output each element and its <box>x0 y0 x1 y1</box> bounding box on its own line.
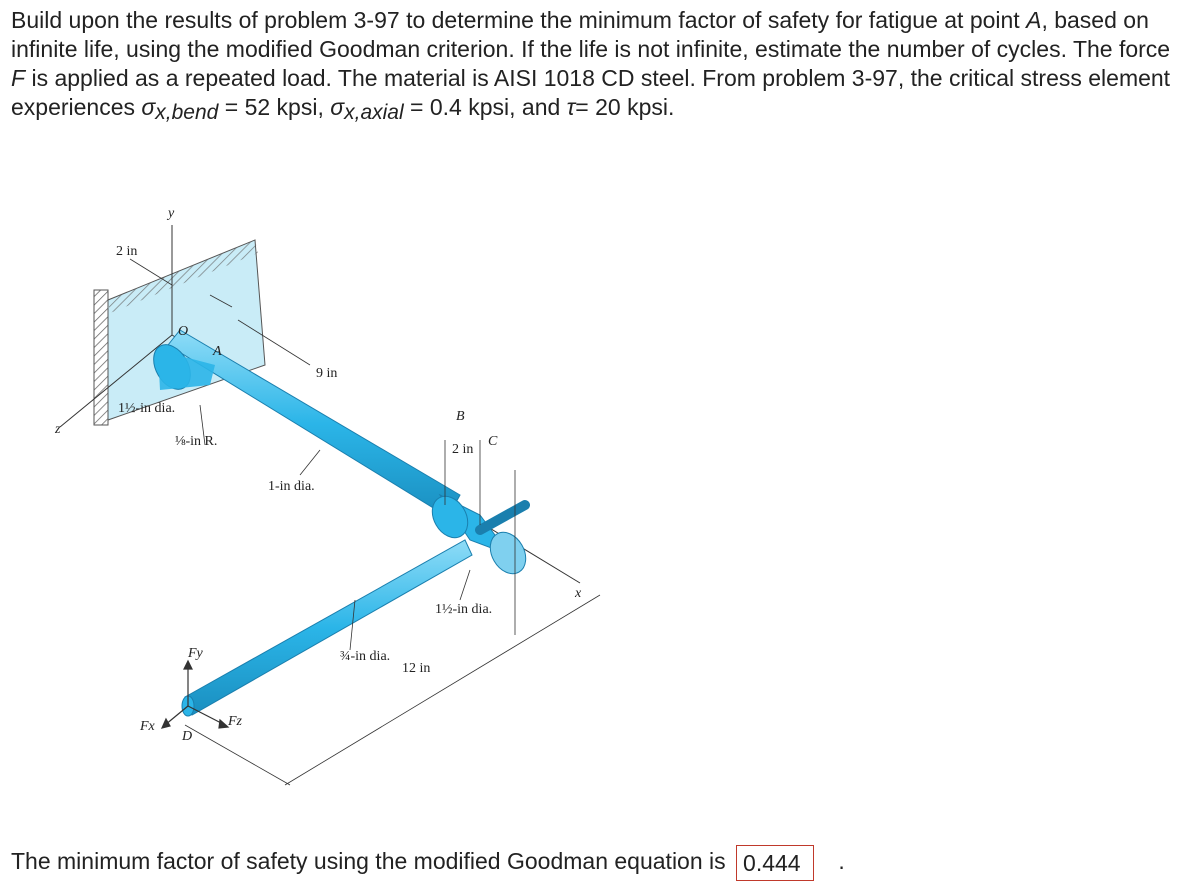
label-1in-dia: 1-in dia. <box>268 479 315 494</box>
label-o: O <box>178 324 189 339</box>
crank-arm <box>182 540 472 716</box>
problem-statement: Build upon the results of problem 3-97 to determine the minimum factor of safety for fatigue at point A, based on infinite life, using the modified Goodman criterion. If the life is not infinite, estimate the number of cycles. The force F is applied as a repeated load. The material is AISI 1018 CD steel. From problem 3-97, the critical stress element experiences $\sigma_{x,bend} = 52$ kpsi, $\sigma_{x,axial} = 0.4$ kpsi, and τ= 20 kpsi. <box>11 7 1171 124</box>
label-12in: 12 in <box>402 661 431 676</box>
label-dia-right: 1½-in dia. <box>435 602 493 617</box>
label-dia-three-quarter: ¾-in dia. <box>340 649 391 664</box>
answer-prefix: The minimum factor of safety using the modified Goodman equation is <box>11 848 726 874</box>
label-dia-left: 1½-in dia. <box>118 401 176 416</box>
label-d: D <box>182 729 193 744</box>
label-b: B <box>456 409 465 424</box>
label-2in-right: 2 in <box>452 442 474 457</box>
label-y: y <box>168 206 175 221</box>
label-fz: Fz <box>228 714 242 729</box>
label-c: C <box>488 434 498 449</box>
label-x: x <box>575 586 582 601</box>
label-fx: Fx <box>140 719 155 734</box>
label-9in: 9 in <box>316 366 338 381</box>
answer-line <box>11 843 845 881</box>
label-2in-top: 2 in <box>116 244 138 259</box>
label-z: z <box>55 422 61 437</box>
label-a: A <box>213 344 222 359</box>
point-a-label: A <box>1026 7 1042 33</box>
label-fy: Fy <box>188 646 203 661</box>
answer-suffix: . <box>838 848 845 874</box>
answer-input[interactable]: 0.444 <box>736 845 814 881</box>
shaft-diagram <box>0 195 620 835</box>
label-r-eighth: ⅛-in R. <box>175 434 218 449</box>
force-f-label: F <box>11 65 26 91</box>
